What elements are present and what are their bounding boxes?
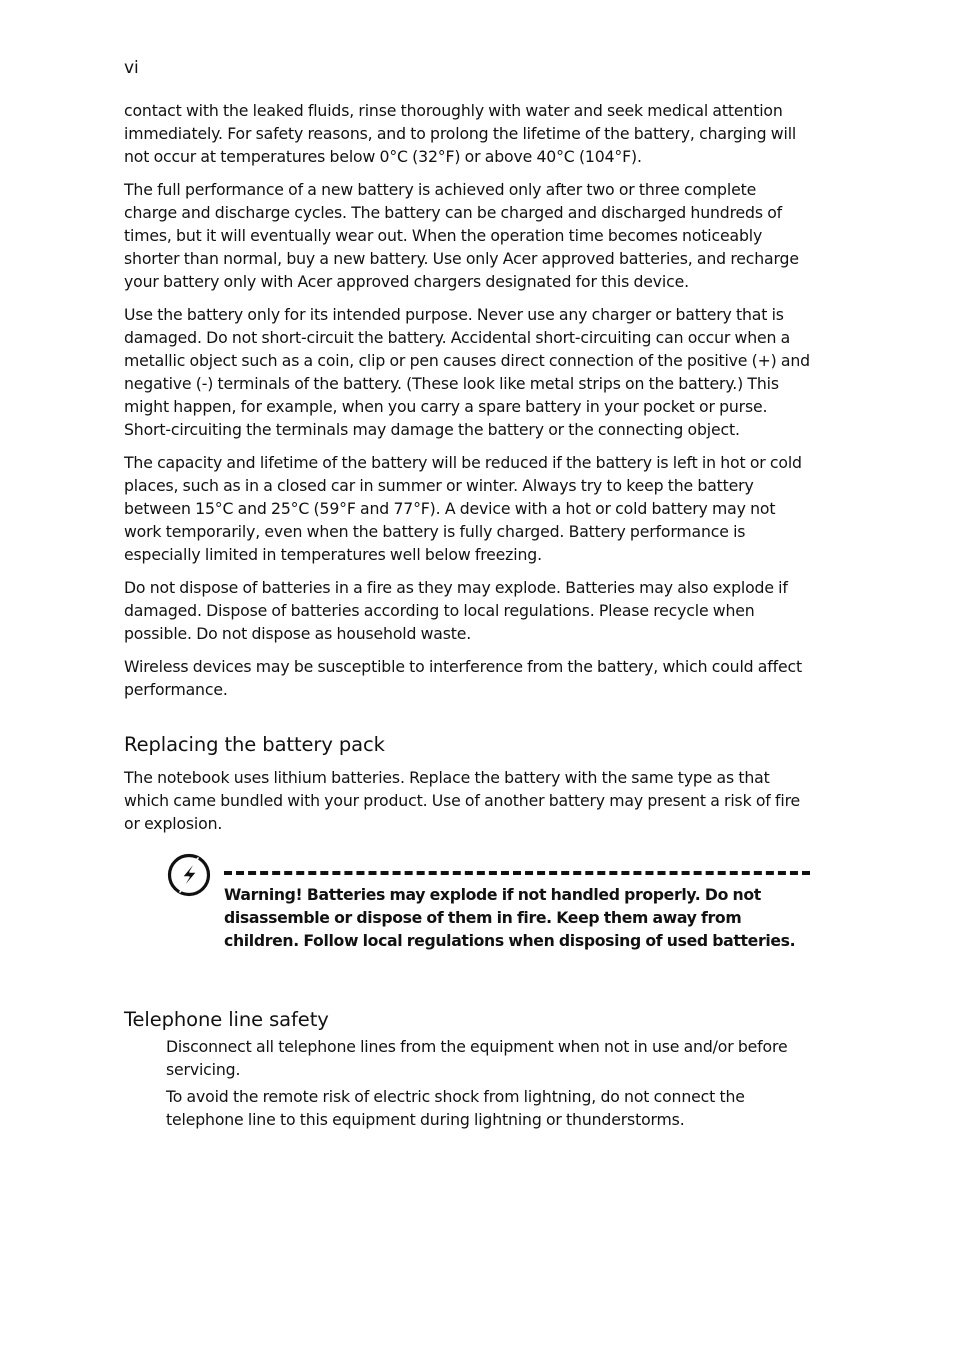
battery-safety-section [124, 99, 810, 701]
telephone-safety-heading: Telephone line safety [124, 1008, 329, 1031]
battery-paragraph-4: The capacity and lifetime of the battery will be reduced if the battery is left in hot or cold places, such as in a closed car in summer or winter. Always try to keep the battery between 15°C and 25°C (59°F and 77°F). A device with a hot or cold battery may not work temporarily, even when the battery is fully charged. Battery performance is especially limited in temperatures well below freezing. [124, 453, 802, 564]
telephone-safety-section [124, 1007, 810, 1131]
page-content [124, 99, 810, 1135]
page-number: vi [124, 58, 139, 78]
warning-callout [124, 847, 810, 985]
battery-paragraph-5: Do not dispose of batteries in a fire as they may explode. Batteries may also explode if damaged. Dispose of batteries according to local regulations. Please recycle when possible. Do not dispose as household waste. [124, 578, 788, 643]
telephone-paragraph-1: Disconnect all telephone lines from the equipment when not in use and/or before servicing. [166, 1037, 788, 1079]
replacing-battery-section [124, 732, 810, 985]
telephone-safety-body [124, 1035, 810, 1131]
replacing-battery-heading: Replacing the battery pack [124, 733, 385, 756]
battery-paragraph-1: contact with the leaked fluids, rinse thoroughly with water and seek medical attention immediately. For safety reasons, and to prolong the lifetime of the battery, charging will not occur at temperatures below 0°C (32°F) or above 40°C (104°F). [124, 101, 797, 166]
battery-paragraph-2: The full performance of a new battery is achieved only after two or three complete charge and discharge cycles. The battery can be charged and discharged hundreds of times, but it will eventually wear out. When the operation time becomes noticeably shorter than normal, buy a new battery. Use only Acer approved batteries, and recharge your battery only with Acer approved chargers designated for this device. [124, 180, 799, 291]
warning-divider [224, 871, 810, 875]
telephone-paragraph-2: To avoid the remote risk of electric shock from lightning, do not connect the telephone line to this equipment during lightning or thunderstorms. [166, 1087, 745, 1129]
replacing-battery-paragraph: The notebook uses lithium batteries. Replace the battery with the same type as that which came bundled with your product. Use of another battery may present a risk of fire or explosion. [124, 768, 801, 833]
warning-text: Warning! Batteries may explode if not handled properly. Do not disassemble or dispose of them in fire. Keep them away from children. Follow local regulations when disposing of used batteries. [224, 885, 796, 950]
battery-paragraph-6: Wireless devices may be susceptible to interference from the battery, which could affect performance. [124, 657, 802, 699]
battery-paragraph-3: Use the battery only for its intended purpose. Never use any charger or battery that is damaged. Do not short-circuit the battery. Accidental short-circuiting can occur when a metallic object such as a coin, clip or pen causes direct connection of the positive (+) and negative (-) terminals of the battery. (These look like metal strips on the battery.) This might happen, for example, when you carry a spare battery in your pocket or purse. Short-circuiting the terminals may damage the battery or the connecting object. [124, 305, 810, 439]
lightning-warning-icon [167, 852, 213, 898]
